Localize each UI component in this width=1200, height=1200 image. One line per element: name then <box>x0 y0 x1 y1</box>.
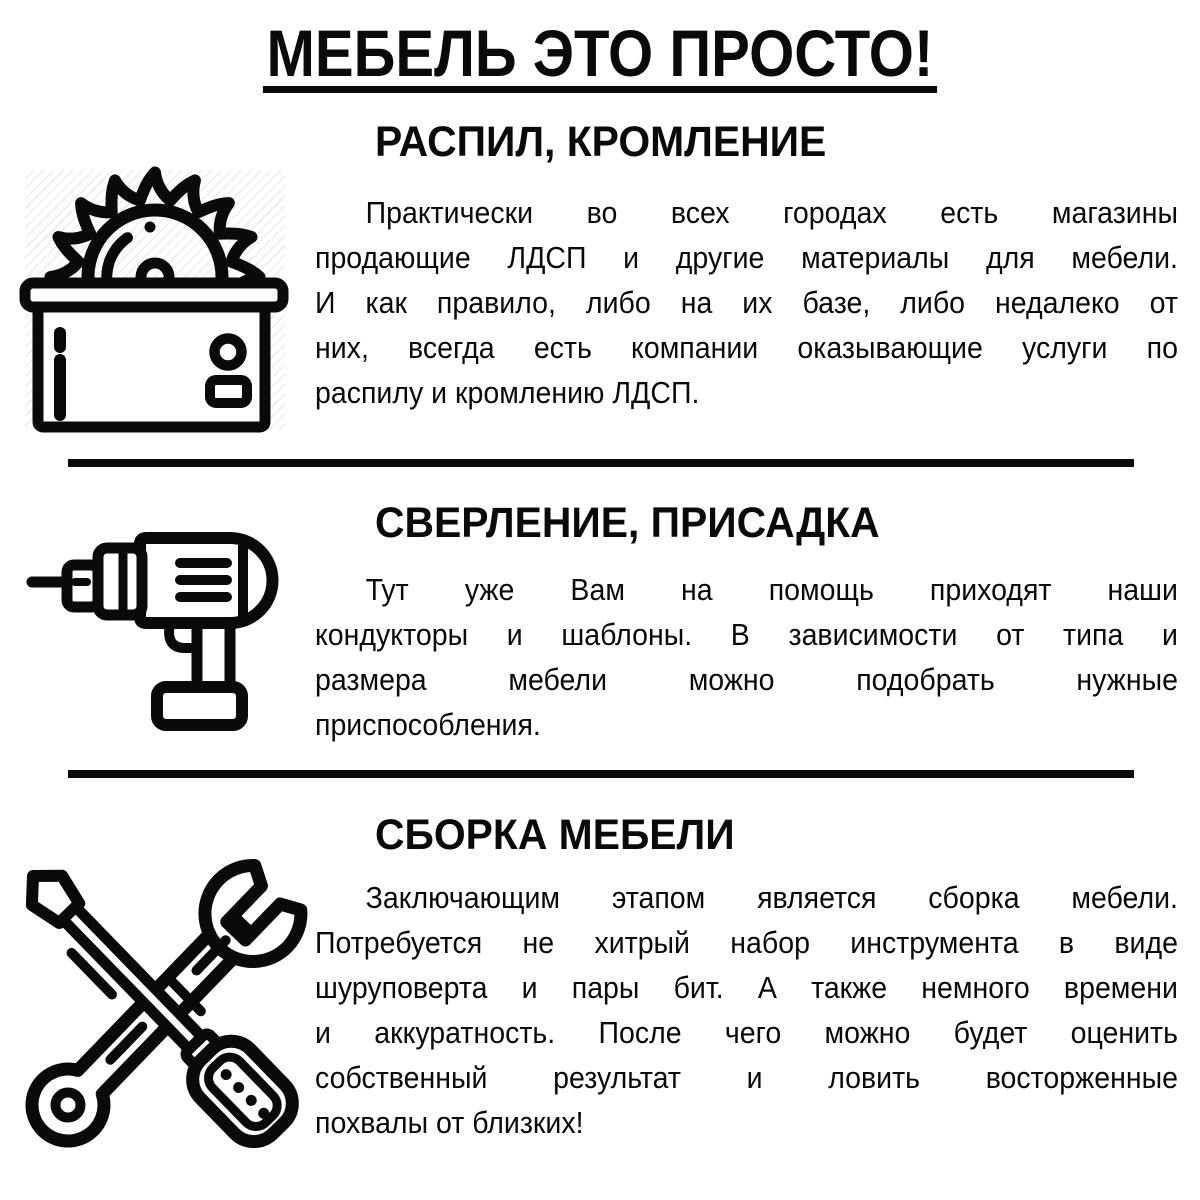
body-line: кондукторы и шаблоны. В зависимости от типа и <box>315 617 1178 652</box>
body-line: распилу и кромлению ЛДСП. <box>315 375 700 410</box>
section-divider-2 <box>68 770 1134 778</box>
body-line: похвалы от близких! <box>315 1105 584 1140</box>
saw-blade-shine-dot <box>145 222 156 233</box>
body-line: Потребуется не хитрый набор инструмента в виде <box>315 925 1178 960</box>
drill-battery <box>157 687 242 725</box>
wrench-screwdriver-icon <box>25 868 295 1148</box>
drill-icon <box>30 538 275 728</box>
body-line: Тут уже Вам на помощь приходят наши <box>365 572 1178 607</box>
section-heading-drilling: СВЕРЛЕНИЕ, ПРИСАДКА <box>375 499 880 547</box>
section-heading-cutting: РАСПИЛ, КРОМЛЕНИЕ <box>375 118 827 166</box>
body-line: Практически во всех городах есть магазины <box>365 195 1178 230</box>
body-line: размера мебели можно подобрать нужные <box>315 662 1178 697</box>
section-divider-1 <box>68 459 1134 467</box>
section-body-assembly <box>315 875 1178 1145</box>
section-body-drilling <box>315 567 1178 747</box>
wrench-hole <box>50 1087 85 1122</box>
drill-handle <box>197 623 230 688</box>
body-line: И как правило, либо на их базе, либо недалеко от <box>315 285 1178 320</box>
body-line: Заключающим этапом является сборка мебели. <box>365 880 1178 915</box>
body-line: шуруповерта и пары бит. А также немного времени <box>315 970 1178 1005</box>
body-line: собственный результат и ловить восторженные <box>315 1060 1178 1095</box>
body-line: приспособления. <box>315 707 541 742</box>
section-heading-assembly: СБОРКА МЕБЕЛИ <box>375 811 735 859</box>
body-line: продающие ЛДСП и другие материалы для мебели. <box>315 240 1178 275</box>
section-body-cutting <box>315 190 1178 415</box>
table-saw-icon <box>25 170 285 430</box>
body-line: них, всегда есть компании оказывающие услуги по <box>315 330 1178 365</box>
body-line: и аккуратность. После чего можно будет оценить <box>315 1015 1178 1050</box>
page-title-text: МЕБЕЛЬ ЭТО ПРОСТО! <box>263 21 937 93</box>
page-title <box>0 18 1200 93</box>
